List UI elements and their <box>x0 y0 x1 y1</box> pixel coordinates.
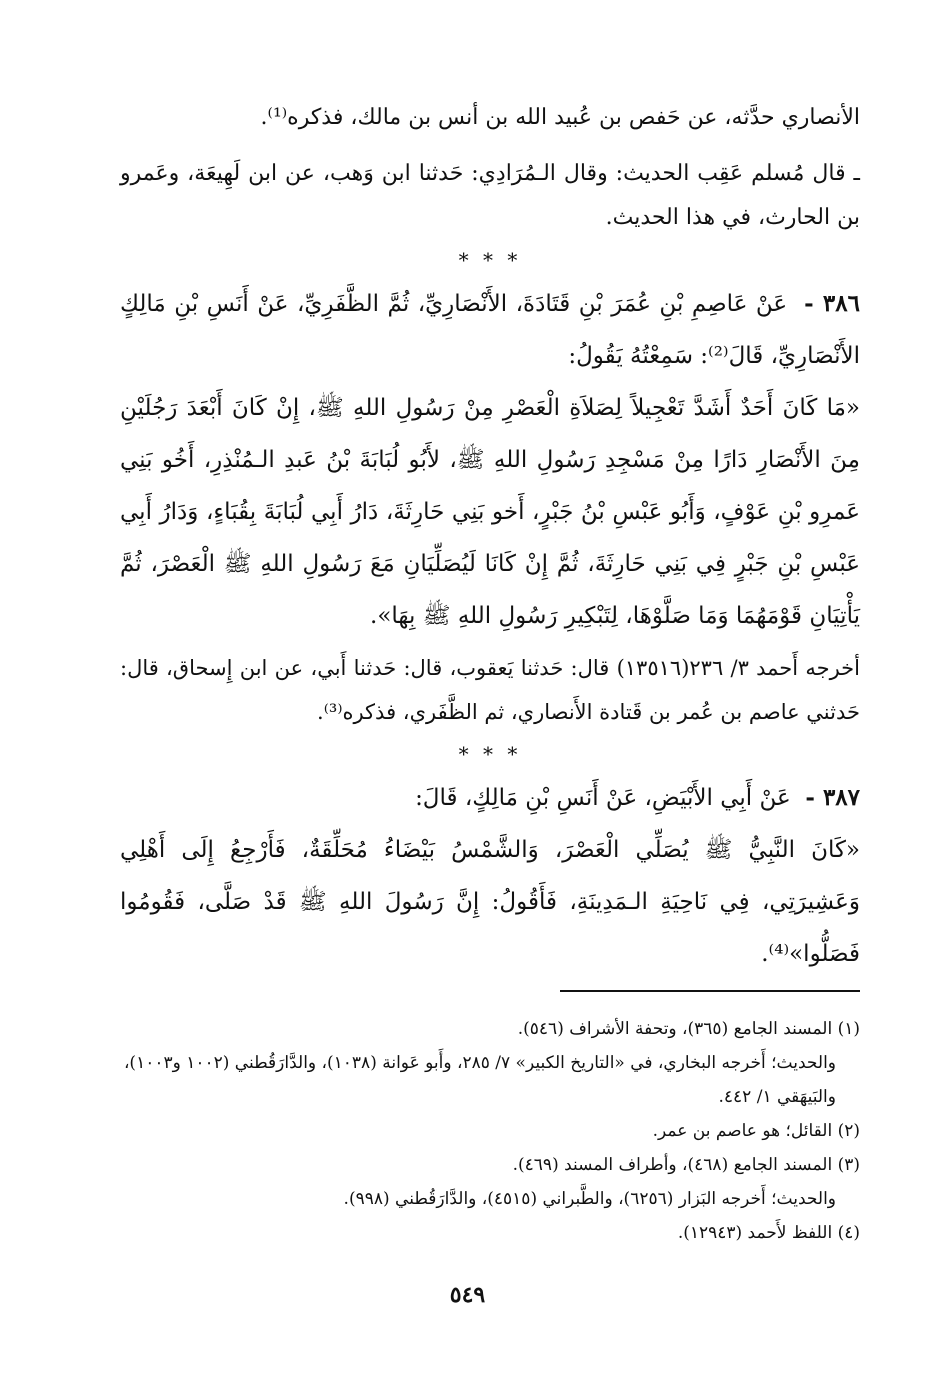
paragraph-muslim-comment: ـ قال مُسلم عَقِب الحديث: وقال الـمُرَادِي: حَدثنا ابن وَهب، عن ابن لَهِيعَة، وعَمرو بن الحارث، في هذا الحديث. <box>120 161 861 230</box>
hadith-387-header <box>120 772 860 824</box>
hadith-386-matn: «مَا كَانَ أَحَدٌ أَشَدَّ تَعْجِيلاً لِصَلاَةِ الْعَصْرِ مِنْ رَسُولِ اللهِ ﷺ، إِنْ كَانَ أَبْعَدَ رَجُلَيْنِ مِنَ الأَنْصَارِ دَارًا مِنْ مَسْجِدِ رَسُولِ اللهِ ﷺ، لأَبُو لُبَابَةَ بْنُ عَبدِ الـمُنْذِرِ، أَخُو بَنِي عَمرِو بْنِ عَوْفٍ، وَأَبُو عَبْسِ بْنُ جَبْرٍ، أَخو بَنِي حَارِثَةَ، دَارُ أَبِي لُبَابَةَ بِقُبَاءٍ، وَدَارُ أَبِي عَبْسِ بْنِ جَبْرٍ فِي بَنِي حَارِثَةَ، ثُمَّ إِنْ كَانَا لَيُصَلِّيَانِ مَعَ رَسُولِ اللهِ ﷺ الْعَصْرَ، ثُمَّ يَأْتِيَانِ قَوْمَهُمَا وَمَا صَلَّوْهَا، لِتَبْكِيرِ رَسُولِ اللهِ ﷺ بِهَا». <box>120 395 860 629</box>
section-separator: * * * <box>458 742 522 766</box>
hadith-386-isnad: عَنْ عَاصِمِ بْنِ عُمَرَ بْنِ قَتَادَةَ، الأَنْصَارِيِّ، ثُمَّ الظَّفَرِيِّ، عَنْ أَنَسِ بْنِ مَالِكٍ الأَنْصَارِيِّ، قَالَ⁽²⁾: سَمِعْتُهُ يَقُولُ: <box>120 291 860 369</box>
footnote-item: (٢) القائل؛ هو عاصم بن عمر. <box>652 1121 860 1141</box>
hadith-387-matn: «كَانَ النَّبِيُّ ﷺ يُصَلِّي الْعَصْرَ، وَالشَّمْسُ بَيْضَاءُ مُحَلِّقَةٌ، فَأَرْجِعُ إِلَى أَهْلِي وَعَشِيرَتِي، فِي نَاحِيَةِ الـمَدِينَةِ، فَأَقُولُ: إِنَّ رَسُولَ اللهِ ﷺ قَدْ صَلَّى، فَقُومُوا فَصَلُّوا»⁽⁴⁾. <box>120 837 860 967</box>
hadith-387-isnad: عَنْ أَبِي الأَبْيَضِ، عَنْ أَنَسِ بْنِ مَالِكٍ، قَالَ: <box>415 785 791 811</box>
footnote-item: (٤) اللفظ لأَحمد (١٢٩٤٣). <box>677 1223 860 1243</box>
hadith-386-header <box>120 278 860 382</box>
hadith-386-takhrij: أخرجه أَحمد ٣/ ٢٣٦(١٣٥١٦) قال: حَدثنا يَعقوب، قال: حَدثنا أَبي، عن ابن إِسحاق، قال: حَدثني عاصم بن عُمر بن قَتادة الأَنصاري، ثم الظَّفَري، فذكره⁽³⁾. <box>120 656 860 724</box>
page-number: ٥٤٩ <box>449 1282 486 1308</box>
hadith-386-number: ٣٨٦ - <box>804 290 860 317</box>
main-text <box>120 92 860 980</box>
hadith-387-number: ٣٨٧ - <box>805 784 860 811</box>
footnote-divider <box>560 990 860 992</box>
paragraph-continuation: الأنصاري حدَّثه، عن حَفص بن عُبيد الله بن أنس بن مالك، فذكره⁽¹⁾. <box>260 105 860 130</box>
footnote-item: والحديث؛ أَخرجه البخاري، في «التاريخ الكبير» ٧/ ٢٨٥، وأَبو عَوانة (١٠٣٨)، والدَّارَقُطني (١٠٠٢ و١٠٠٣)، والبَيهَقي ١/ ٤٤٢. <box>123 1053 836 1107</box>
section-separator: * * * <box>458 248 522 272</box>
footnotes <box>120 1012 860 1250</box>
footnote-item: (١) المسند الجامع (٣٦٥)، وتحفة الأشراف (٥٤٦). <box>517 1019 860 1039</box>
footnote-item: والحديث؛ أَخرجه البَزار (٦٢٥٦)، والطَّبراني (٤٥١٥)، والدَّارَقُطني (٩٩٨). <box>343 1189 836 1209</box>
footnote-item: (٣) المسند الجامع (٤٦٨)، وأطراف المسند (٤٦٩). <box>512 1155 860 1175</box>
